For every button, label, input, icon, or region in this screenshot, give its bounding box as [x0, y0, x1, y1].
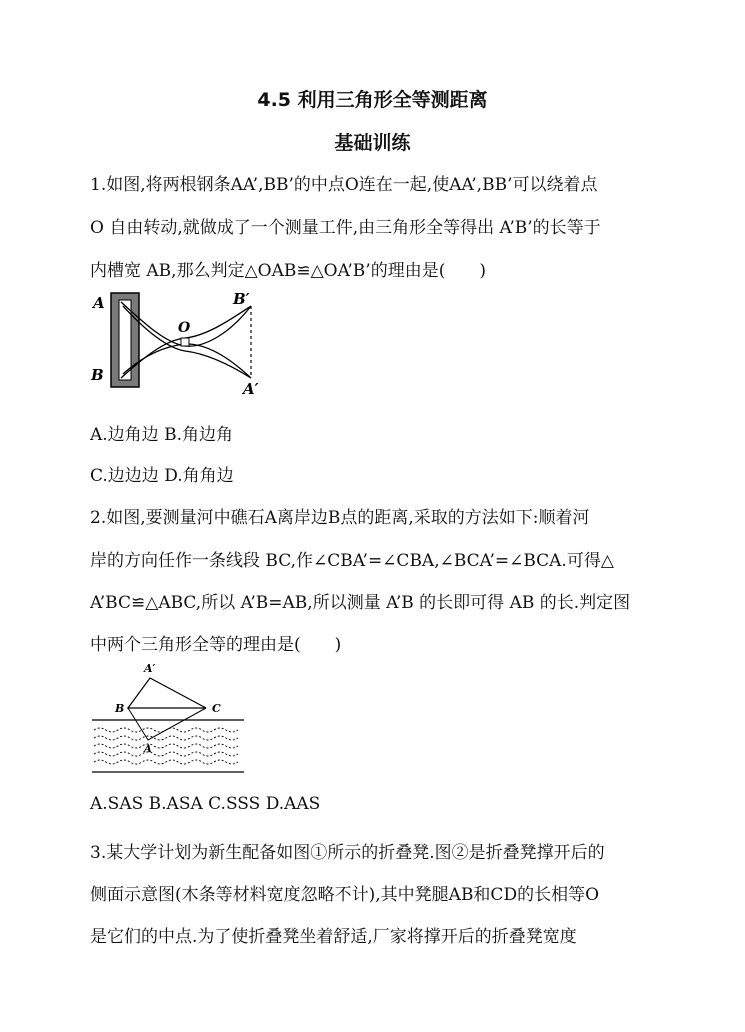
q3-line-1: 3.某大学计划为新生配备如图①所示的折叠凳.图②是折叠凳撑开后的 — [90, 843, 605, 863]
q2-line-4: 中两个三角形全等的理由是( ) — [90, 635, 342, 655]
page-title: 4.5 利用三角形全等测距离 — [257, 89, 488, 111]
q2-line-2: 岸的方向任作一条线段 BC,作∠CBA’=∠CBA,∠BCA’=∠BCA.可得△ — [90, 551, 614, 571]
q1-line-2: O 自由转动,就做成了一个测量工件,由三角形全等得出 A’B’的长等于 — [90, 218, 601, 238]
q1-figure-label-a: A — [93, 294, 105, 312]
q2-figure-label-b: B — [115, 702, 125, 715]
q2-line-3: A’BC≌△ABC,所以 A’B=AB,所以测量 A’B 的长即可得 AB 的长.判定图 — [90, 593, 631, 613]
q2-figure-label-c: C — [212, 702, 221, 715]
q1-figure-label-b: B — [91, 366, 104, 384]
q2-figure-water-waves — [94, 728, 238, 764]
q2-figure-triangle-a-prime-bc — [128, 678, 206, 708]
section-heading: 基础训练 — [334, 132, 411, 154]
q2-figure-river — [88, 660, 248, 778]
q1-options-line-2: C.边边边 D.角角边 — [90, 466, 234, 486]
q2-figure-label-a: A — [144, 744, 152, 755]
q1-figure-label-b-prime: B′ — [233, 290, 250, 308]
q1-options-line-1: A.边角边 B.角边角 — [90, 425, 233, 445]
q2-line-1: 2.如图,要测量河中礁石A离岸边B点的距离,采取的方法如下:顺着河 — [90, 508, 590, 528]
q2-options: A.SAS B.ASA C.SSS D.AAS — [90, 794, 321, 814]
q1-line-1: 1.如图,将两根钢条AA’,BB’的中点O连在一起,使AA’,BB’可以绕着点 — [90, 175, 598, 195]
q3-line-2: 侧面示意图(木条等材料宽度忽略不计),其中凳腿AB和CD的长相等O — [90, 885, 600, 905]
q1-figure-label-o: O — [178, 320, 191, 336]
q1-figure-measuring-tool — [85, 288, 275, 400]
q1-line-3: 内槽宽 AB,那么判定△OAB≌△OA’B’的理由是( ) — [90, 261, 486, 281]
q2-figure-label-a-prime: A′ — [144, 662, 156, 675]
q1-figure-pivot — [181, 338, 189, 346]
q3-line-3: 是它们的中点.为了使折叠凳坐着舒适,厂家将撑开后的折叠凳宽度 — [90, 927, 577, 947]
q2-figure-triangle-abc — [128, 708, 206, 740]
q1-figure-label-a-prime: A′ — [243, 380, 259, 398]
q1-figure-bar-lower-b — [123, 344, 251, 378]
